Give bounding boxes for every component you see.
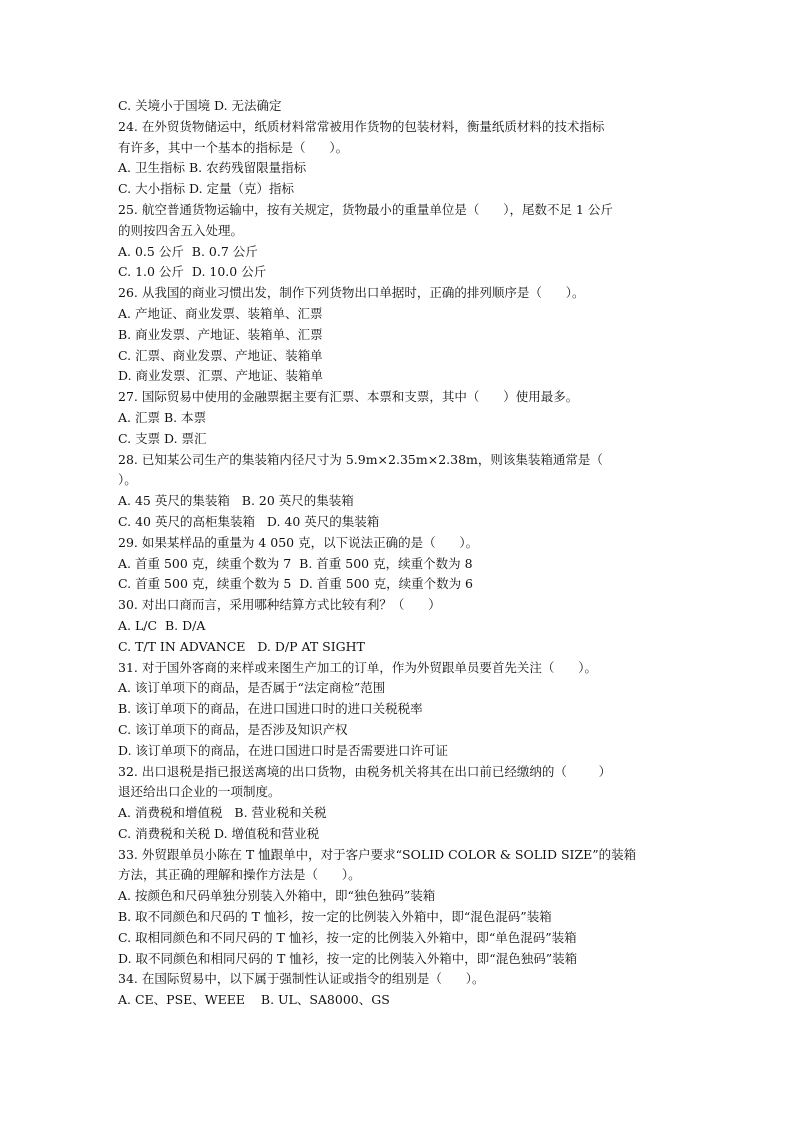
question-27-line: 27. 国际贸易中使用的金融票据主要有汇票、本票和支票，其中（ ）使用最多。 — [118, 389, 579, 405]
option-line: D. 该订单项下的商品，在进口国进口时是否需要进口许可证 — [118, 742, 449, 758]
question-33-line: 33. 外贸跟单员小陈在 T 恤跟单中，对于客户要求“SOLID COLOR & SOLID SIZE”的装箱 — [118, 846, 637, 862]
option-line: A. 0.5 公斤 B. 0.7 公斤 — [118, 243, 258, 259]
question-31-line: 31. 对于国外客商的来样或来图生产加工的订单，作为外贸跟单员要首先关注（ ）。 — [118, 659, 597, 675]
option-line: C. 消费税和关税 D. 增值税和营业税 — [118, 825, 320, 841]
option-line: A. 该订单项下的商品，是否属于“法定商检”范围 — [118, 680, 386, 696]
question-29-line: 29. 如果某样品的重量为 4 050 克，以下说法正确的是（ ）。 — [118, 534, 479, 550]
option-line: A. 汇票 B. 本票 — [118, 409, 207, 425]
document-body — [118, 96, 678, 1011]
option-line: D. 商业发票、汇票、产地证、装箱单 — [118, 368, 324, 384]
option-line: A. CE、PSE、WEEE B. UL、SA8000、GS — [118, 992, 390, 1008]
option-line: A. L/C B. D/A — [118, 617, 206, 633]
question-24-line: 24. 在外贸货物储运中，纸质材料常常被用作货物的包装材料，衡量纸质材料的技术指标 — [118, 118, 605, 134]
question-30-line: 30. 对出口商而言，采用哪种结算方式比较有利？（ ） — [118, 597, 441, 613]
question-25-line: 25. 航空普通货物运输中，按有关规定，货物最小的重量单位是（ ），尾数不足 1 公斤 — [118, 201, 613, 217]
option-line: B. 商业发票、产地证、装箱单、汇票 — [118, 326, 323, 342]
option-line: C. 首重 500 克，续重个数为 5 D. 首重 500 克，续重个数为 6 — [118, 576, 473, 592]
option-line: C. 取相同颜色和不同尺码的 T 恤衫，按一定的比例装入外箱中，即“单色混码”装箱 — [118, 929, 577, 945]
option-line: C. 1.0 公斤 D. 10.0 公斤 — [118, 264, 267, 280]
question-32-line: 32. 出口退税是指已报送离境的出口货物，由税务机关将其在出口前已经缴纳的（ ） — [118, 763, 612, 779]
text-line: ）。 — [118, 472, 137, 488]
option-line: C. 该订单项下的商品，是否涉及知识产权 — [118, 721, 348, 737]
text-line: 方法，其正确的理解和操作方法是（ ）。 — [118, 867, 361, 883]
option-line: C. 大小指标 D. 定量（克）指标 — [118, 181, 295, 197]
option-line: A. 首重 500 克，续重个数为 7 B. 首重 500 克，续重个数为 8 — [118, 555, 473, 571]
question-26-line: 26. 从我国的商业习惯出发，制作下列货物出口单据时，正确的排列顺序是（ ）。 — [118, 285, 585, 301]
text-line: 有许多，其中一个基本的指标是（ ）。 — [118, 139, 349, 155]
option-line: C. 汇票、商业发票、产地证、装箱单 — [118, 347, 323, 363]
option-line: C. T/T IN ADVANCE D. D/P AT SIGHT — [118, 638, 365, 654]
question-34-line: 34. 在国际贸易中，以下属于强制性认证或指令的组别是（ ）。 — [118, 971, 485, 987]
option-line: C. 支票 D. 票汇 — [118, 430, 207, 446]
option-line: D. 取不同颜色和相同尺码的 T 恤衫，按一定的比例装入外箱中，即“混色独码”装箱 — [118, 950, 578, 966]
question-28-line: 28. 已知某公司生产的集装箱内径尺寸为 5.9m×2.35m×2.38m，则该集装箱通常是（ — [118, 451, 603, 467]
option-line: A. 卫生指标 B. 农药残留限量指标 — [118, 160, 307, 176]
option-line: A. 45 英尺的集装箱 B. 20 英尺的集装箱 — [118, 493, 354, 509]
text-line: 的则按四舍五入处理。 — [118, 222, 244, 238]
option-line: A. 产地证、商业发票、装箱单、汇票 — [118, 305, 323, 321]
text-line: 退还给出口企业的一项制度。 — [118, 784, 281, 800]
option-line: A. 按颜色和尺码单独分别装入外箱中，即“独色独码”装箱 — [118, 888, 436, 904]
option-line: A. 消费税和增值税 B. 营业税和关税 — [118, 805, 327, 821]
option-line: C. 40 英尺的高柜集装箱 D. 40 英尺的集装箱 — [118, 513, 380, 529]
text-line: C. 关境小于国境 D. 无法确定 — [118, 98, 282, 113]
option-line: B. 取不同颜色和尺码的 T 恤衫，按一定的比例装入外箱中，即“混色混码”装箱 — [118, 909, 552, 925]
option-line: B. 该订单项下的商品，在进口国进口时的进口关税税率 — [118, 701, 423, 717]
